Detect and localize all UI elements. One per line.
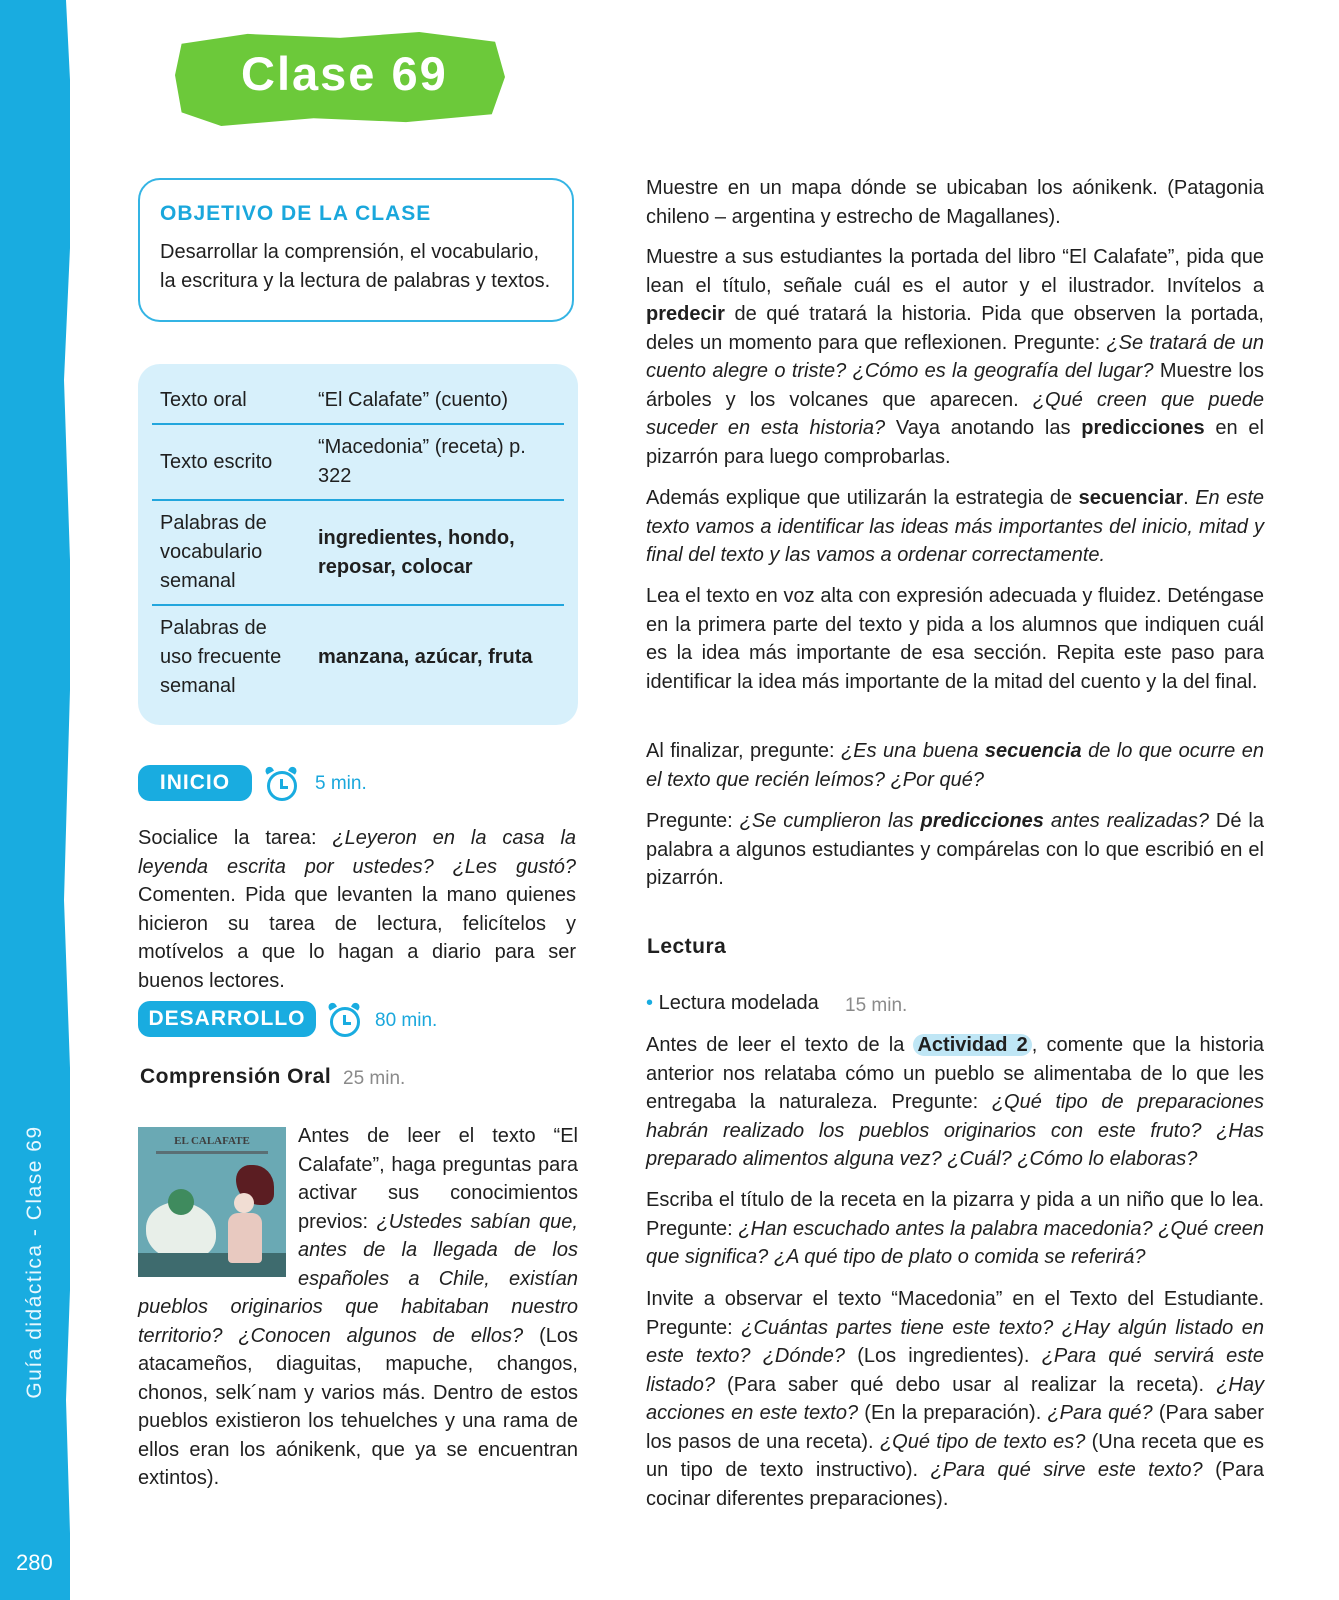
- sidebar-guide-label: Guía didáctica - Clase 69: [23, 1125, 46, 1399]
- book-cover-title: EL CALAFATE: [174, 1135, 250, 1147]
- alarm-clock-icon: [327, 1003, 361, 1037]
- table-value: “El Calafate” (cuento): [318, 389, 509, 411]
- text-span: Escriba el título de la receta en la pizarra y pida a un niño que lo lea. Pregunte:: [646, 1189, 1264, 1240]
- table-row: [152, 424, 564, 500]
- objective-heading: OBJETIVO DE LA CLASE: [160, 202, 432, 225]
- info-table: [152, 378, 564, 709]
- question-text: ¿Hay acciones en este texto?: [646, 1373, 1264, 1424]
- question-text: ¿Han escuchado antes la palabra macedonia? ¿Qué creen que significa? ¿A qué tipo de plato o comida se referirá?: [646, 1217, 1264, 1268]
- question-text: ¿Para qué sirve este texto?: [930, 1459, 1203, 1481]
- text-span: (Una receta que es un tipo de texto instructivo).: [646, 1430, 1265, 1481]
- text-span: Al finalizar, pregunte:: [646, 740, 842, 762]
- bold-term: secuenciar: [1078, 487, 1184, 509]
- question-text: ¿Qué tipo de texto es?: [879, 1430, 1086, 1453]
- activity-highlight: Actividad 2: [913, 1034, 1031, 1056]
- lectura-duration: 15 min.: [845, 995, 908, 1016]
- page-number: 280: [16, 1550, 53, 1575]
- text-span: Muestre a sus estudiantes la portada del libro “El Calafate”, pida que lean el título, señale cuál es el autor y el ilustrador. Invítelos a: [646, 246, 1264, 297]
- text-span: (Los atacameños, diaguitas, mapuche, changos, chonos, selk´nam y varios más. Dentro de estos pueblos existieron los tehuelches y una rama de ellos eran los aónikenk, que ya se encuentran extintos).: [138, 1324, 578, 1489]
- text-span: antes realizadas?: [1043, 810, 1209, 832]
- text-span: Comenten. Pida que levanten la mano quienes hicieron su tarea de lectura, felicítelos y motívelos a que lo hagan a diario para ser buenos lectores.: [138, 884, 576, 992]
- info-panel: [138, 364, 578, 725]
- table-label: Texto escrito: [152, 424, 310, 500]
- desarrollo-badge: DESARROLLO: [138, 1001, 316, 1037]
- question-text: ¿Leyeron en la casa la leyenda escrita por ustedes? ¿Les gustó?: [138, 827, 577, 878]
- text-span: en el pizarrón para luego comprobarlas.: [646, 417, 1265, 468]
- paragraph-map: Muestre en un mapa dónde se ubicaban los aónikenk. (Patagonia chileno – argentina y estrecho de Magallanes).: [646, 177, 1264, 228]
- text-span: Vaya anotando las: [885, 417, 1082, 439]
- bullet-label: Lectura modelada: [658, 992, 819, 1014]
- paragraph-predictions: [646, 807, 1264, 893]
- text-span: ¿Es una buena: [841, 740, 985, 762]
- text-span: Además explique que utilizarán la estrategia de: [646, 487, 1079, 509]
- question-text: [740, 810, 1209, 832]
- question-text: ¿Se tratará de un cuento alegre o triste? ¿Cómo es la geografía del lugar?: [646, 331, 1264, 382]
- table-row: [152, 605, 564, 709]
- comprension-heading: Comprensión Oral: [140, 1065, 332, 1088]
- table-row: [152, 378, 564, 424]
- text-span: de qué tratará la historia. Pida que observen la portada, deles un momento para que reflexionen. Pregunte:: [646, 303, 1264, 354]
- inicio-duration: 5 min.: [315, 773, 367, 794]
- lectura-heading: Lectura: [647, 935, 727, 958]
- comprension-paragraph: [138, 1122, 578, 1493]
- table-row: [152, 500, 564, 605]
- text-span: , comente que la historia anterior nos relataba cómo un pueblo se alimentaba de lo que les entregaba la naturaleza. Pregunte:: [646, 1034, 1265, 1113]
- text-span: (En la preparación).: [858, 1402, 1048, 1424]
- text-span: (Para cocinar diferentes preparaciones).: [646, 1459, 1265, 1510]
- text-span: (Los ingredientes).: [844, 1345, 1042, 1367]
- bold-term: predicciones: [920, 810, 1044, 832]
- text-span: Invite a observar el texto “Macedonia” en el Texto del Estudiante. Pregunte:: [646, 1288, 1264, 1339]
- question-text: ¿Cuántas partes tiene este texto? ¿Hay algún listado en este texto? ¿Dónde?: [646, 1316, 1264, 1367]
- paragraph-recipe-title: [646, 1186, 1264, 1272]
- alarm-clock-icon: [264, 767, 298, 801]
- paragraph-macedonia: [646, 1285, 1264, 1513]
- table-value: manzana, azúcar, fruta: [310, 605, 564, 709]
- page-title: Clase 69: [241, 47, 448, 100]
- bullet-dot-icon: •: [646, 992, 654, 1014]
- paragraph-cover: [646, 243, 1264, 471]
- objective-text: Desarrollar la comprensión, el vocabulario, la escritura y la lectura de palabras y textos.: [160, 241, 551, 292]
- text-span: Dé la palabra a algunos estudiantes y compárelas con lo que escribió en el pizarrón.: [646, 810, 1264, 889]
- lectura-modelada-bullet: [646, 992, 819, 1015]
- desarrollo-duration: 80 min.: [375, 1010, 438, 1031]
- paragraph-read-aloud: Lea el texto en voz alta con expresión adecuada y fluidez. Deténgase en la primera parte del texto y pida a los alumnos que indiquen cuál es la idea más importante de esa sección. Repita este paso para identificar la idea más importante de la mitad del cuento y la del final.: [646, 585, 1264, 693]
- question-text: ¿Qué tipo de preparaciones habrán realizado los pueblos originarios con este fruto? ¿Has preparado alimentos alguna vez? ¿Cuál? ¿Cómo lo elaboras?: [646, 1091, 1264, 1170]
- paragraph-activity: [646, 1031, 1264, 1174]
- paragraph-finish: [646, 737, 1264, 794]
- table-label: Palabras de vocabulario semanal: [152, 500, 310, 605]
- text-span: (Para saber qué debo usar al realizar la receta).: [714, 1373, 1217, 1396]
- table-label: Texto oral: [160, 389, 247, 411]
- italic-text: En este texto vamos a identificar las ideas más importantes del inicio, mitad y final del texto y las vamos a ordenar correctamente.: [646, 487, 1264, 566]
- inicio-badge: INICIO: [138, 765, 252, 801]
- question-text: ¿Ustedes sabían que, antes de la llegada de los españoles a Chile, existían pueblos originarios que habitaban nuestro territorio? ¿Conocen algunos de ellos?: [138, 1210, 578, 1347]
- bold-term: secuencia: [984, 740, 1082, 762]
- question-text: ¿Qué creen que puede suceder en esta historia?: [646, 388, 1265, 439]
- text-span: Muestre los árboles y los volcanes que aparecen.: [646, 360, 1264, 411]
- paragraph-sequence: [646, 484, 1264, 570]
- question-text: ¿Para qué?: [1047, 1402, 1153, 1424]
- text-span: (Para saber los pasos de una receta).: [646, 1402, 1264, 1453]
- comprension-duration: 25 min.: [343, 1068, 406, 1089]
- table-label: Palabras de uso frecuente semanal: [152, 605, 310, 709]
- bold-term: predecir: [646, 303, 725, 325]
- inicio-paragraph: [138, 824, 576, 995]
- bold-term: predicciones: [1081, 417, 1205, 439]
- table-value: ingredientes, hondo, reposar, colocar: [310, 500, 564, 605]
- text-span: Socialice la tarea:: [138, 827, 333, 849]
- text-span: de lo que ocurre en el texto que recién leímos? ¿Por qué?: [646, 740, 1264, 791]
- text-span: Pregunte:: [646, 810, 740, 832]
- objective-box: [138, 178, 574, 322]
- text-span: Antes de leer el texto de la: [646, 1034, 914, 1056]
- text-span: Antes de leer el texto “El Calafate”, haga preguntas para activar sus conocimientos previos:: [298, 1125, 578, 1233]
- question-text: ¿Para qué servirá este listado?: [646, 1345, 1264, 1396]
- text-span: ¿Se cumplieron las: [739, 810, 921, 832]
- table-value: “Macedonia” (receta) p. 322: [310, 424, 564, 500]
- text-span: .: [1183, 487, 1196, 509]
